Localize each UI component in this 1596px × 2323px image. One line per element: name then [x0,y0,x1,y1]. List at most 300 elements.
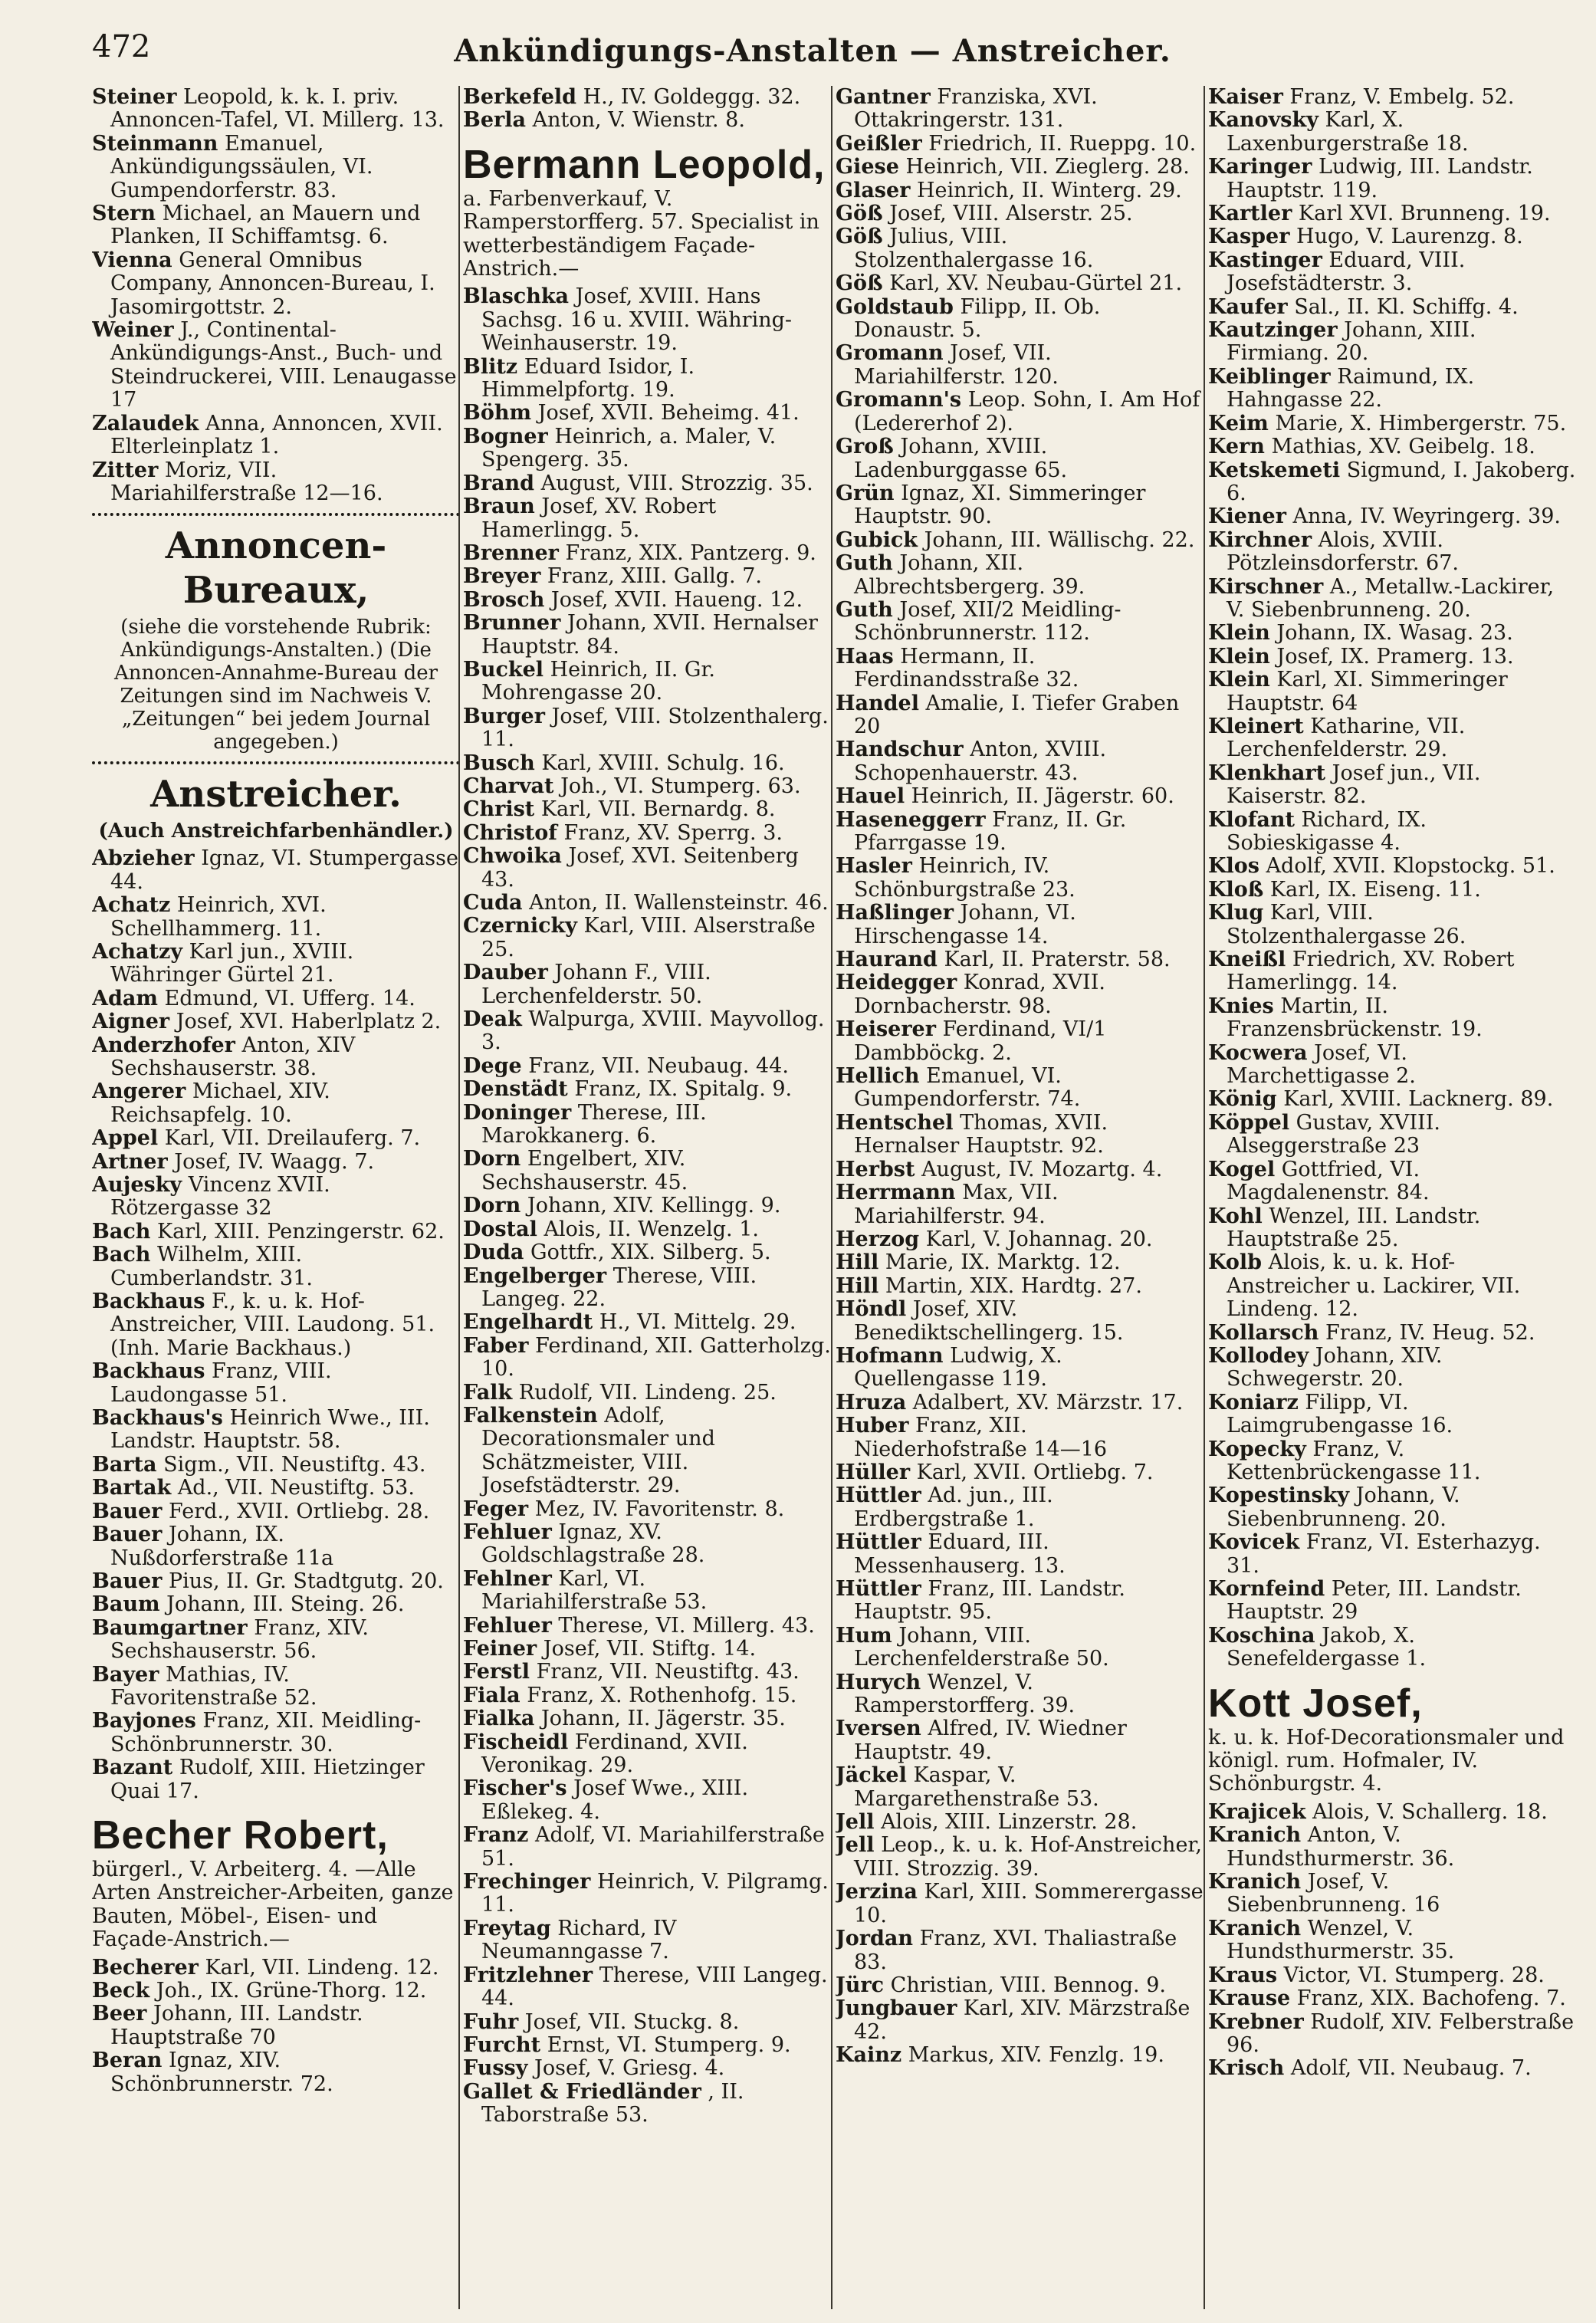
directory-entry [463,356,831,402]
entry-details: Mathias, IV. Favoritenstraße 52. [110,1662,317,1710]
entry-details: Friedrich, XV. Robert Hamerlingg. 14. [1227,948,1515,995]
entry-name: Jäckel [836,1763,907,1788]
entry-details: Josef, XVIII. Hans Sachsg. 16 u. XVIII. Währing-Weinhauserstr. 19. [481,284,793,356]
entry-details: Vincenz XVII. Rötzergasse 32 [110,1173,330,1221]
entry-details: Eduard, VIII. Josefstädterstr. 3. [1227,248,1466,296]
entry-name: Fussy [463,2056,528,2081]
directory-entry [836,971,1204,1018]
directory-entry [836,902,1204,948]
entry-details: Leopold, k. k. I. priv. Annoncen-Tafel, VI. Millerg. 13. [110,86,445,133]
directory-entry [463,2057,831,2080]
entry-details: Gottfr., XIX. Silberg. 5. [530,1240,771,1265]
entry-details: Hermann, II. Ferdinandsstraße 32. [854,644,1079,692]
dotted-divider [92,513,460,516]
directory-entry [463,892,831,915]
entry-name: Fischeidl [463,1730,569,1754]
entry-name: Kolb [1208,1250,1263,1275]
directory-entry [92,86,460,133]
entry-details: Leop., k. u. k. Hof-Anstreicher, VIII. Strozzig. 39. [854,1833,1202,1881]
entry-details: Heinrich, XVI. Schellhammerg. 11. [110,893,327,941]
page-number: 472 [92,29,151,64]
entry-details: Filipp, II. Ob. Donaustr. 5. [854,294,1101,343]
entry-name: Jell [836,1810,875,1835]
entry-details: Ignaz, XI. Simmeringer Hauptstr. 90. [854,481,1146,529]
entry-details: Joh., VI. Stumperg. 63. [560,774,801,798]
directory-entry [463,109,831,132]
directory-entry [836,1345,1204,1392]
directory-entry [92,1523,460,1570]
entry-details: Adalbert, XV. Märzstr. 17. [912,1390,1184,1414]
entry-name: Kranich [1208,1916,1302,1940]
entry-name: Kollarsch [1208,1320,1319,1345]
directory-entry [92,941,460,987]
entry-name: Giese [836,155,899,179]
directory-entry [836,389,1204,435]
entry-name: Fuhr [463,2009,519,2034]
entry-name: Keim [1208,411,1269,435]
directory-entry [836,1065,1204,1112]
display-advertisement-text: k. u. k. Hof-Decorationsmaler und königl. rum. Hofmaler, IV. Schönburgstr. 4. [1208,1725,1565,1796]
directory-entry [463,472,831,495]
entry-name: Bauer [92,1523,163,1547]
directory-entry [463,285,831,355]
directory-entry [836,296,1204,343]
entry-name: Kornfeind [1208,1577,1325,1601]
directory-entry [92,987,460,1010]
entry-details: Johann, XII. Albrechtsbergerg. 39. [854,551,1085,599]
entry-name: Keiblinger [1208,364,1331,389]
entry-details: Ernst, VI. Stumperg. 9. [547,2032,791,2057]
directory-entry [1208,109,1576,156]
directory-entry [836,738,1204,785]
entry-name: Kirschner [1208,574,1324,599]
entry-details: Franz, XIII. Gallg. 7. [547,564,762,589]
directory-entry [463,915,831,961]
entry-name: Jungbauer [836,1996,957,2021]
directory-entry [1208,412,1576,435]
directory-entry [1208,1824,1576,1871]
directory-entry [836,482,1204,529]
entry-details: H., VI. Mittelg. 29. [599,1310,796,1335]
directory-entry [92,1034,460,1081]
entry-name: Beck [92,1979,150,2003]
directory-entry [463,1102,831,1148]
entry-details: Victor, VI. Stumperg. 28. [1283,1963,1545,1987]
entry-name: Kogel [1208,1157,1276,1181]
entry-details: Franziska, XVI. Ottakringerstr. 131. [854,86,1098,133]
entry-name: Artner [92,1149,168,1174]
entry-details: Karl, XIV. Märzstraße 42. [854,1996,1190,2044]
entry-details: Franz, IV. Heug. 52. [1325,1320,1535,1345]
directory-entry [836,1461,1204,1484]
directory-entry [92,1454,460,1477]
entry-name: Bartak [92,1476,172,1500]
entry-name: Bayjones [92,1709,196,1733]
entry-name: Zalaudek [92,411,199,435]
directory-entry [463,1661,831,1684]
directory-entry [463,1731,831,1778]
entry-details: Josef, IX. Pramerg. 13. [1276,644,1514,669]
directory-entry [1208,879,1576,902]
entry-details: Johann F., VIII. Lerchenfelderstr. 50. [481,961,711,1008]
entry-details: Anton, XVIII. Schopenhauerstr. 43. [854,738,1107,785]
entry-name: Kastinger [1208,248,1322,272]
directory-entry [1208,1801,1576,1824]
entry-name: Kranich [1208,1823,1302,1848]
entry-details: Heinrich, II. Winterg. 29. [917,178,1182,202]
entry-name: Bach [92,1219,151,1244]
entry-name: Chwoika [463,844,562,869]
directory-entry [1208,529,1576,576]
entry-name: Brosch [463,587,545,612]
entry-name: Abzieher [92,846,195,871]
entry-details: Hugo, V. Laurenzg. 8. [1296,225,1523,249]
directory-entry [836,1625,1204,1671]
entry-name: Stern [92,202,156,226]
entry-details: Marie, X. Himbergerstr. 75. [1275,411,1567,435]
entry-details: Johann, XVII. Hernalser Hauptstr. 84. [481,611,818,659]
entry-details: Heinrich, V. Pilgramg. 11. [481,1870,829,1917]
directory-entry [463,1311,831,1334]
directory-entry [92,1080,460,1127]
entry-details: Sigm., VII. Neustiftg. 43. [163,1452,426,1477]
running-head: Ankündigungs-Anstalten — Anstreicher. [454,33,1171,69]
directory-entry [463,565,831,588]
entry-details: Amalie, I. Tiefer Graben 20 [854,691,1180,738]
entry-details: Karl, XVII. Ortliebg. 7. [916,1460,1154,1484]
directory-entry [463,1638,831,1661]
entry-details: Emanuel, Ankündigungssäulen, VI. Gumpendorferstr. 83. [110,131,373,202]
entry-name: Kaiser [1208,86,1283,109]
directory-entry [1208,1964,1576,1987]
entry-details: Johann, VI. Hirschengasse 14. [854,901,1076,948]
entry-details: Rudolf, XIV. Felberstraße 96. [1227,2009,1575,2057]
entry-details: Karl, X. Laxenburgerstraße 18. [1227,108,1469,156]
entry-name: Kaufer [1208,294,1288,319]
entry-details: Heinrich Wwe., III. Landstr. Hauptstr. 58. [110,1406,430,1454]
directory-entry [1208,296,1576,319]
display-advertisement-text: a. Farbenverkauf, V. Ramperstorfferg. 57. Specialist in wetterbeständigem Façade-Anstrich.— [463,186,819,281]
entry-details: Karl, V. Johannag. 20. [925,1227,1153,1251]
display-advertisement-name: Bermann Leopold, [463,142,826,187]
directory-entry [1208,2057,1576,2080]
entry-name: Hüttler [836,1577,921,1601]
directory-entry [92,1221,460,1244]
column-2 [463,86,831,2309]
directory-entry [836,1974,1204,1997]
entry-details: Franz, XVI. Thaliastraße 83. [854,1927,1177,1974]
directory-entry [92,1151,460,1174]
entry-details: Josef, IV. Waagg. 7. [174,1149,375,1174]
entry-details: Josef jun., VII. Kaiserstr. 82. [1227,761,1481,809]
directory-entry [836,179,1204,202]
directory-entry [463,705,831,752]
entry-name: Kainz [836,2043,902,2068]
directory-entry [92,202,460,249]
entry-details: Peter, III. Landstr. Hauptstr. 29 [1227,1577,1522,1625]
entry-name: Handel [836,691,919,715]
directory-entry [92,1407,460,1454]
directory-entry [1208,902,1576,948]
entry-details: Karl, XVIII. Lacknerg. 89. [1283,1087,1554,1112]
entry-name: Bazant [92,1756,173,1780]
directory-entry [836,599,1204,646]
entry-name: Berkefeld [463,86,577,109]
directory-entry [836,1997,1204,2044]
entry-details: Friedrich, II. Rueppg. 10. [928,131,1197,156]
entry-name: Ketskemeti [1208,458,1341,482]
entry-name: Göß [836,202,883,226]
entry-name: Haseneggerr [836,807,986,832]
entry-details: Josef, XIV. Benediktschellingerg. 15. [854,1297,1124,1345]
entry-name: Heidegger [836,971,957,995]
directory-entry [836,692,1204,739]
entry-name: Haas [836,644,894,669]
entry-details: Mathias, XV. Geibelg. 18. [1271,435,1535,459]
entry-details: Sal., II. Kl. Schiffg. 4. [1294,294,1519,319]
entry-name: Brand [463,471,535,495]
directory-entry [836,1414,1204,1461]
entry-details: Anna, Annoncen, XVII. Elterleinplatz 1. [110,411,443,459]
column-3 [836,86,1204,2309]
entry-details: Karl, VI. Mariahilferstraße 53. [481,1566,708,1615]
entry-details: Sigmund, I. Jakoberg. 6. [1227,458,1576,505]
directory-entry [1208,1112,1576,1158]
display-advertisement-name: Kott Josef, [1208,1681,1423,1726]
entry-details: Julius, VIII. Stolzenthalergasse 16. [854,225,1094,272]
directory-entry [1208,2011,1576,2058]
dotted-divider [92,761,460,764]
entry-details: Richard, IV Neumanngasse 7. [481,1916,677,1964]
entry-name: Hüttler [836,1530,921,1555]
entry-details: Wenzel, V. Ramperstorfferg. 39. [854,1670,1075,1718]
directory-entry [836,1671,1204,1718]
entry-name: Christ [463,797,535,822]
directory-entry [1208,156,1576,202]
entry-name: Hum [836,1623,892,1648]
directory-entry [836,1927,1204,1974]
directory-entry [463,822,831,845]
entry-name: Dauber [463,961,548,985]
entry-name: Köppel [1208,1110,1290,1135]
directory-entry [836,855,1204,902]
entry-details: Michael, an Mauern und Planken, II Schiffamtsg. 6. [110,202,421,249]
entry-details: Therese, III. Marokkanerg. 6. [481,1100,707,1148]
entry-name: Kanovsky [1208,108,1319,133]
entry-name: Jürc [836,1973,885,1997]
entry-name: Knies [1208,994,1274,1018]
section-note: (Auch Anstreichfarbenhändler.) [98,820,454,843]
entry-name: Kasper [1208,225,1290,249]
directory-entry [92,1290,460,1360]
directory-entry [463,775,831,798]
entry-name: Kneißl [1208,948,1286,972]
entry-name: Kollodey [1208,1343,1309,1368]
entry-name: Blaschka [463,284,570,309]
entry-details: Ludwig, III. Landstr. Hauptstr. 119. [1227,155,1533,202]
entry-name: Brenner [463,540,559,565]
directory-entry [463,2011,831,2034]
directory-entry [463,798,831,821]
entry-name: Jordan [836,1927,914,1951]
directory-entry [1208,1871,1576,1917]
entry-details: Johann, V. Siebenbrunneng. 20. [1227,1484,1460,1531]
directory-entry [92,1500,460,1523]
entry-details: Wenzel, III. Landstr. Hauptstraße 25. [1227,1204,1481,1251]
entry-details: Josef, XVI. Haberlplatz 2. [176,1010,442,1034]
entry-details: August, VIII. Strozzig. 35. [540,471,813,495]
directory-entry [1208,1205,1576,1252]
entry-name: Feger [463,1497,529,1521]
directory-entry [463,1148,831,1194]
directory-entry [463,2081,831,2128]
entry-details: Emanuel, VI. Gumpendorferstr. 74. [854,1064,1081,1112]
entry-name: Hruza [836,1390,907,1414]
entry-details: Franz, V. Embelg. 52. [1289,86,1515,109]
directory-entry [463,612,831,659]
entry-name: Angerer [92,1079,186,1104]
directory-entry [92,249,460,319]
entry-name: Bogner [463,424,548,449]
directory-entry [463,1498,831,1521]
directory-entry [92,459,460,506]
entry-name: Hofmann [836,1343,944,1368]
directory-entry [1208,319,1576,366]
display-advertisement-name: Becher Robert, [92,1812,389,1858]
entry-name: Charvat [463,774,554,798]
directory-entry [92,1244,460,1290]
entry-name: Baum [92,1592,160,1617]
directory-entry [92,1756,460,1803]
entry-details: Josef, XV. Robert Hamerlingg. 5. [481,495,717,542]
entry-details: Therese, VIII. Langeg. 22. [481,1263,757,1311]
entry-details: Ad. jun., III. Erdbergstraße 1. [854,1484,1053,1531]
entry-details: Therese, VIII Langeg. 44. [481,1963,828,2011]
entry-details: Raimund, IX. Hahngasse 22. [1227,364,1475,412]
directory-entry [1208,948,1576,995]
directory-entry [836,1578,1204,1625]
entry-details: Franz, V. Kettenbrückengasse 11. [1227,1437,1481,1484]
entry-name: Ferstl [463,1660,530,1684]
directory-entry [463,1055,831,1078]
entry-name: Falkenstein [463,1403,598,1428]
entry-name: Christof [463,820,557,845]
entry-name: Hüttler [836,1484,921,1508]
entry-details: Franz, IX. Spitalg. 9. [574,1077,793,1102]
entry-name: Hill [836,1250,879,1275]
directory-entry [1208,1531,1576,1578]
directory-entry [463,1218,831,1241]
entry-details: Pius, II. Gr. Stadtgutg. 20. [168,1569,444,1593]
directory-entry [836,86,1204,133]
entry-name: Klug [1208,901,1264,925]
entry-details: Ferdinand, VI/1 Dambböckg. 2. [854,1017,1107,1065]
entry-details: Engelbert, XIV. Sechshauserstr. 45. [481,1147,688,1194]
entry-details: Josef, VIII. Stolzenthalerg. 11. [481,704,829,752]
directory-entry [463,1707,831,1730]
entry-details: Katharine, VII. Lerchenfelderstr. 29. [1227,714,1466,762]
directory-entry [1208,622,1576,645]
directory-entry [1208,86,1576,109]
entry-details: Franz, VI. Esterhazyg. 31. [1227,1530,1541,1578]
entry-name: Vienna [92,248,172,272]
entry-name: Fischer's [463,1776,567,1801]
entry-name: Kocwera [1208,1040,1308,1065]
entry-name: Kartler [1208,202,1292,226]
directory-entry [836,1228,1204,1251]
entry-details: Wenzel, V. Hundsthurmerstr. 35. [1227,1916,1455,1964]
entry-details: Heinrich, II. Gr. Mohrengasse 20. [481,657,715,705]
entry-details: Kaspar, V. Margarethenstraße 53. [854,1763,1099,1811]
directory-entry [1208,1438,1576,1485]
entry-details: Ignaz, VI. Stumpergasse 44. [110,846,458,894]
directory-entry [463,1568,831,1615]
entry-details: Ad., VII. Neustiftg. 53. [177,1476,415,1500]
directory-entry [1208,995,1576,1042]
entry-name: Dege [463,1053,522,1078]
entry-name: Göß [836,225,883,249]
entry-name: Guth [836,597,893,622]
directory-entry [1208,715,1576,762]
entry-name: Czernicky [463,914,577,938]
entry-details: Johann, III. Landstr. Hauptstraße 70 [110,2002,363,2049]
entry-details: Franz, XIX. Bachofeng. 7. [1296,1986,1566,2011]
entry-details: Adolf, VII. Neubaug. 7. [1290,2056,1532,2081]
entry-details: Josef, V. Siebenbrunneng. 16 [1227,1870,1440,1917]
entry-details: Alfred, IV. Wiedner Hauptstr. 49. [854,1717,1127,1764]
entry-details: General Omnibus Company, Annoncen-Bureau, I. Jasomirgottstr. 2. [110,248,435,319]
directory-entry [463,1405,831,1498]
directory-entry [92,1127,460,1150]
entry-name: Bayer [92,1662,159,1687]
directory-entry [463,1265,831,1312]
directory-entry [463,961,831,1008]
directory-entry [836,225,1204,272]
directory-entry [463,589,831,612]
entry-details: Alois, II. Wenzelg. 1. [543,1217,759,1241]
directory-entry [836,948,1204,971]
directory-entry [463,1008,831,1055]
entry-name: Kovicek [1208,1530,1300,1555]
directory-entry [463,1078,831,1101]
directory-entry [463,1615,831,1638]
entry-details: Joh., IX. Grüne-Thorg. 12. [156,1979,427,2003]
entry-name: Bauer [92,1569,163,1593]
directory-entry [92,1710,460,1756]
entry-details: Josef, XII/2 Meidling-Schönbrunnerstr. 112. [854,597,1121,646]
directory-entry [463,845,831,892]
directory-entry [1208,1322,1576,1345]
entry-name: Buckel [463,657,544,682]
directory-entry [836,1112,1204,1158]
entry-details: Richard, IX. Sobieskigasse 4. [1227,807,1427,855]
entry-name: Karinger [1208,155,1312,179]
entry-details: Anton, V. Wienstr. 8. [532,108,745,133]
column-rule [1204,86,1205,2309]
entry-details: H., IV. Goldeggg. 32. [583,86,801,109]
directory-entry [92,894,460,941]
entry-name: Gromann [836,341,944,366]
entry-details: A., Metallw.-Lackirer, V. Siebenbrunneng. 20. [1227,574,1555,622]
entry-name: Fiala [463,1683,521,1707]
entry-details: Karl, IX. Eiseng. 11. [1269,877,1481,902]
entry-details: Adolf, VI. Mariahilferstraße 51. [481,1823,825,1871]
entry-name: Beran [92,2049,163,2073]
directory-entry [463,659,831,705]
directory-entry [92,1593,460,1616]
entry-details: Walpurga, XVIII. Mayvollog. 3. [481,1007,825,1055]
column-rule [458,86,460,2309]
